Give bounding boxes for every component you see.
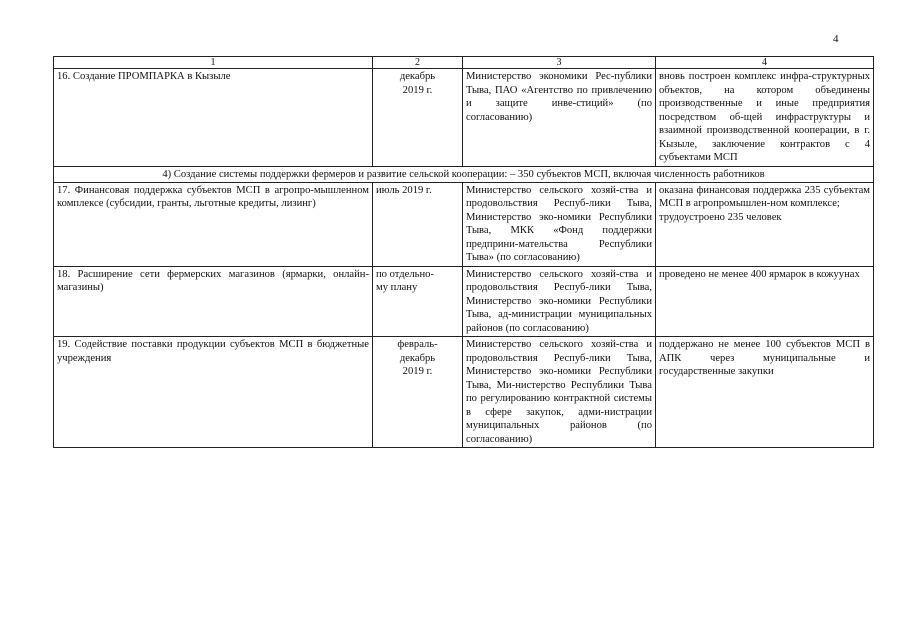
term-cell bbox=[373, 69, 463, 167]
result-cell bbox=[656, 266, 874, 337]
result-cell bbox=[656, 69, 874, 167]
result-line: трудоустроено 235 человек bbox=[659, 211, 782, 223]
section-title: 4) Создание системы поддержки фермеров и развитие сельской кооперации: – 350 субъектов МСП, включая численность работников bbox=[54, 166, 874, 182]
column-header: 4 bbox=[656, 57, 874, 69]
table-row bbox=[54, 266, 874, 337]
term-cell bbox=[373, 337, 463, 448]
result-line: оказана финансовая поддержка 235 субъектам МСП в агропромышлен-ном комплексе; bbox=[659, 184, 870, 209]
section-row bbox=[54, 166, 874, 182]
result-line: вновь построен комплекс инфра-структурных объектов, на котором объединены производственные и иные предприятия посредством об-щей инфраструктуры и взаимной производственной кооперации, в г. Кызыле, заключение контрактов с 4 субъектами МСП bbox=[659, 71, 870, 163]
term-line: му плану bbox=[376, 282, 418, 293]
page-number: 4 bbox=[833, 33, 839, 45]
result-cell bbox=[656, 337, 874, 448]
result-line: поддержано не менее 100 субъектов МСП в АПК через муниципальные и государственные закупки bbox=[659, 339, 870, 377]
responsible-cell: Министерство экономики Рес-публики Тыва, ПАО «Агентство по привлечению и защите инве-стиций» (по согласованию) bbox=[463, 69, 656, 167]
term-line: июль 2019 г. bbox=[376, 184, 432, 196]
term-line: февраль- bbox=[397, 339, 438, 350]
table-row bbox=[54, 182, 874, 266]
result-cell bbox=[656, 182, 874, 266]
term-line: 2019 г. bbox=[402, 84, 433, 96]
measure-cell: 18. Расширение сети фермерских магазинов (ярмарки, онлайн-магазины) bbox=[54, 266, 373, 337]
term-cell bbox=[373, 266, 463, 337]
responsible-cell: Министерство сельского хозяй-ства и продовольствия Респуб-лики Тыва, Министерство эко-номики Республики Тыва, Ми-нистерство Республики Тыва по регулированию контрактной системы в сфере закупок, адми-нистрации муниципальных районов (по согласованию) bbox=[463, 337, 656, 448]
responsible-cell: Министерство сельского хозяй-ства и продовольствия Респуб-лики Тыва, Министерство эко-номики Республики Тыва, ад-министрации муниципальных районов (по согласованию) bbox=[463, 266, 656, 337]
table-row bbox=[54, 337, 874, 448]
term-line: 2019 г. bbox=[402, 366, 433, 377]
term-line: декабрь bbox=[399, 352, 436, 364]
measures-table bbox=[53, 56, 874, 448]
measure-cell: 16. Создание ПРОМПАРКА в Кызыле bbox=[54, 69, 373, 167]
responsible-cell: Министерство сельского хозяй-ства и продовольствия Респуб-лики Тыва, Министерство эко-номики Республики Тыва, МКК «Фонд поддержки предприни-мательства Республики Тыва» (по согласованию) bbox=[463, 182, 656, 266]
term-cell bbox=[373, 182, 463, 266]
table-header-row bbox=[54, 57, 874, 69]
term-line: декабрь bbox=[399, 71, 436, 82]
measure-cell: 17. Финансовая поддержка субъектов МСП в агропро-мышленном комплексе (субсидии, гранты, льготные кредиты, лизинг) bbox=[54, 182, 373, 266]
column-header: 3 bbox=[463, 57, 656, 69]
result-line: проведено не менее 400 ярмарок в кожуунах bbox=[659, 268, 860, 280]
column-header: 1 bbox=[54, 57, 373, 69]
term-line: по отдельно- bbox=[376, 268, 434, 280]
table-row bbox=[54, 69, 874, 167]
measure-cell: 19. Содействие поставки продукции субъектов МСП в бюджетные учреждения bbox=[54, 337, 373, 448]
column-header: 2 bbox=[373, 57, 463, 69]
